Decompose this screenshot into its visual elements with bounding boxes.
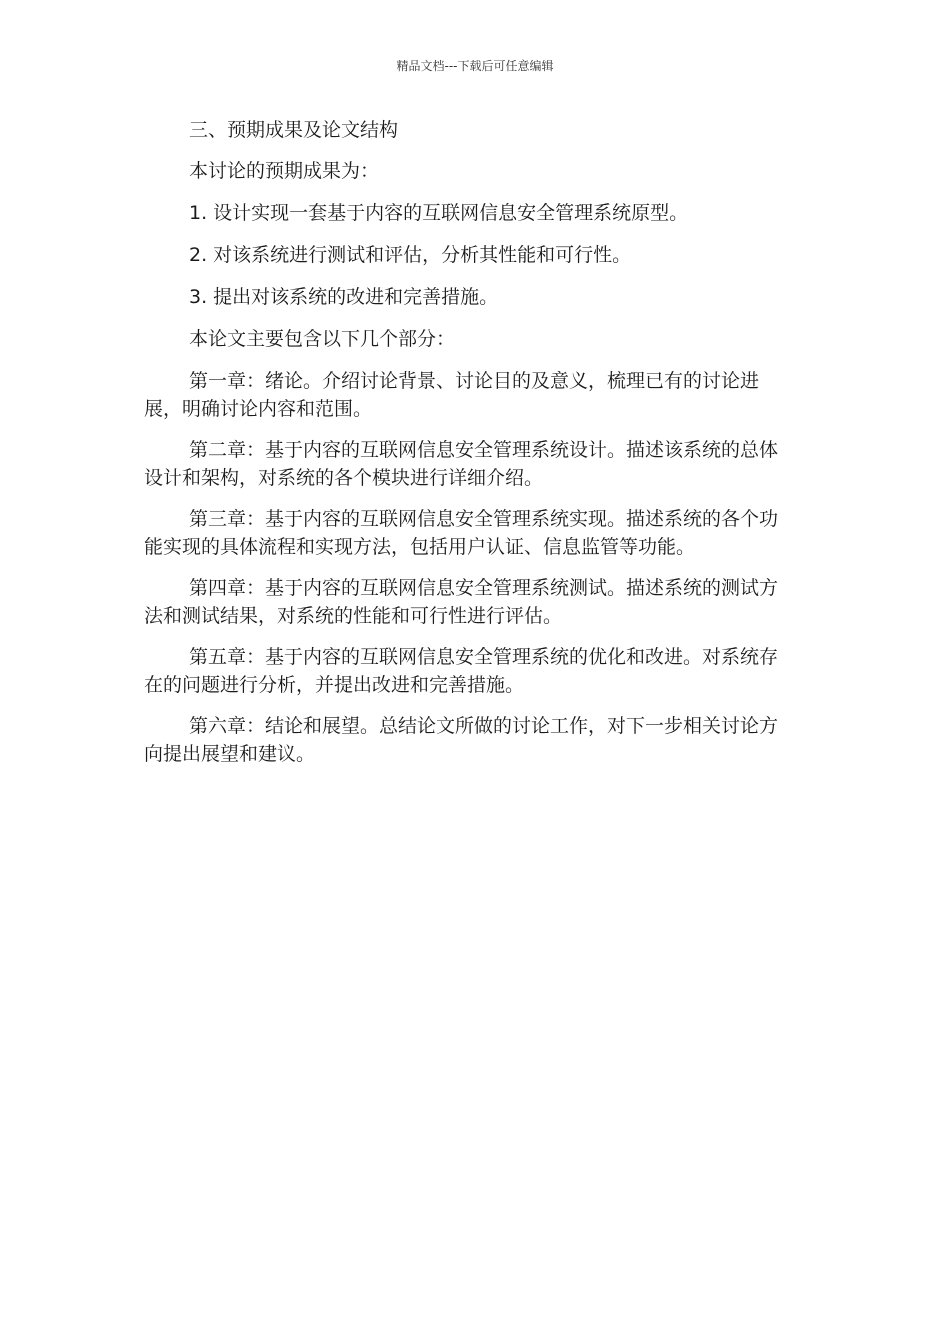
chapter-paragraph: 第一章：绪论。介绍讨论背景、讨论目的及意义，梳理已有的讨论进展，明确讨论内容和范围。 (144, 370, 760, 420)
structure-intro: 本论文主要包含以下几个部分： (189, 328, 456, 350)
chapter-paragraph: 第二章：基于内容的互联网信息安全管理系统设计。描述该系统的总体设计和架构，对系统的各个模块进行详细介绍。 (144, 439, 779, 489)
result-item: 2. 对该系统进行测试和评估，分析其性能和可行性。 (189, 244, 632, 266)
chapter-paragraph: 第六章：结论和展望。总结论文所做的讨论工作，对下一步相关讨论方向提出展望和建议。 (144, 715, 779, 765)
section-heading: 三、预期成果及论文结构 (189, 119, 399, 141)
chapter-paragraph: 第三章：基于内容的互联网信息安全管理系统实现。描述系统的各个功能实现的具体流程和实现方法，包括用户认证、信息监管等功能。 (144, 508, 779, 558)
result-item: 1. 设计实现一套基于内容的互联网信息安全管理系统原型。 (189, 202, 689, 224)
document-body (144, 116, 792, 781)
chapter-paragraph: 第四章：基于内容的互联网信息安全管理系统测试。描述系统的测试方法和测试结果，对系统的性能和可行性进行评估。 (144, 577, 779, 627)
chapter-paragraph: 第五章：基于内容的互联网信息安全管理系统的优化和改进。对系统存在的问题进行分析，并提出改进和完善措施。 (144, 646, 779, 696)
page-header: 精品文档---下载后可任意编辑 (396, 59, 554, 73)
results-intro: 本讨论的预期成果为： (189, 160, 380, 182)
result-item: 3. 提出对该系统的改进和完善措施。 (189, 286, 499, 308)
